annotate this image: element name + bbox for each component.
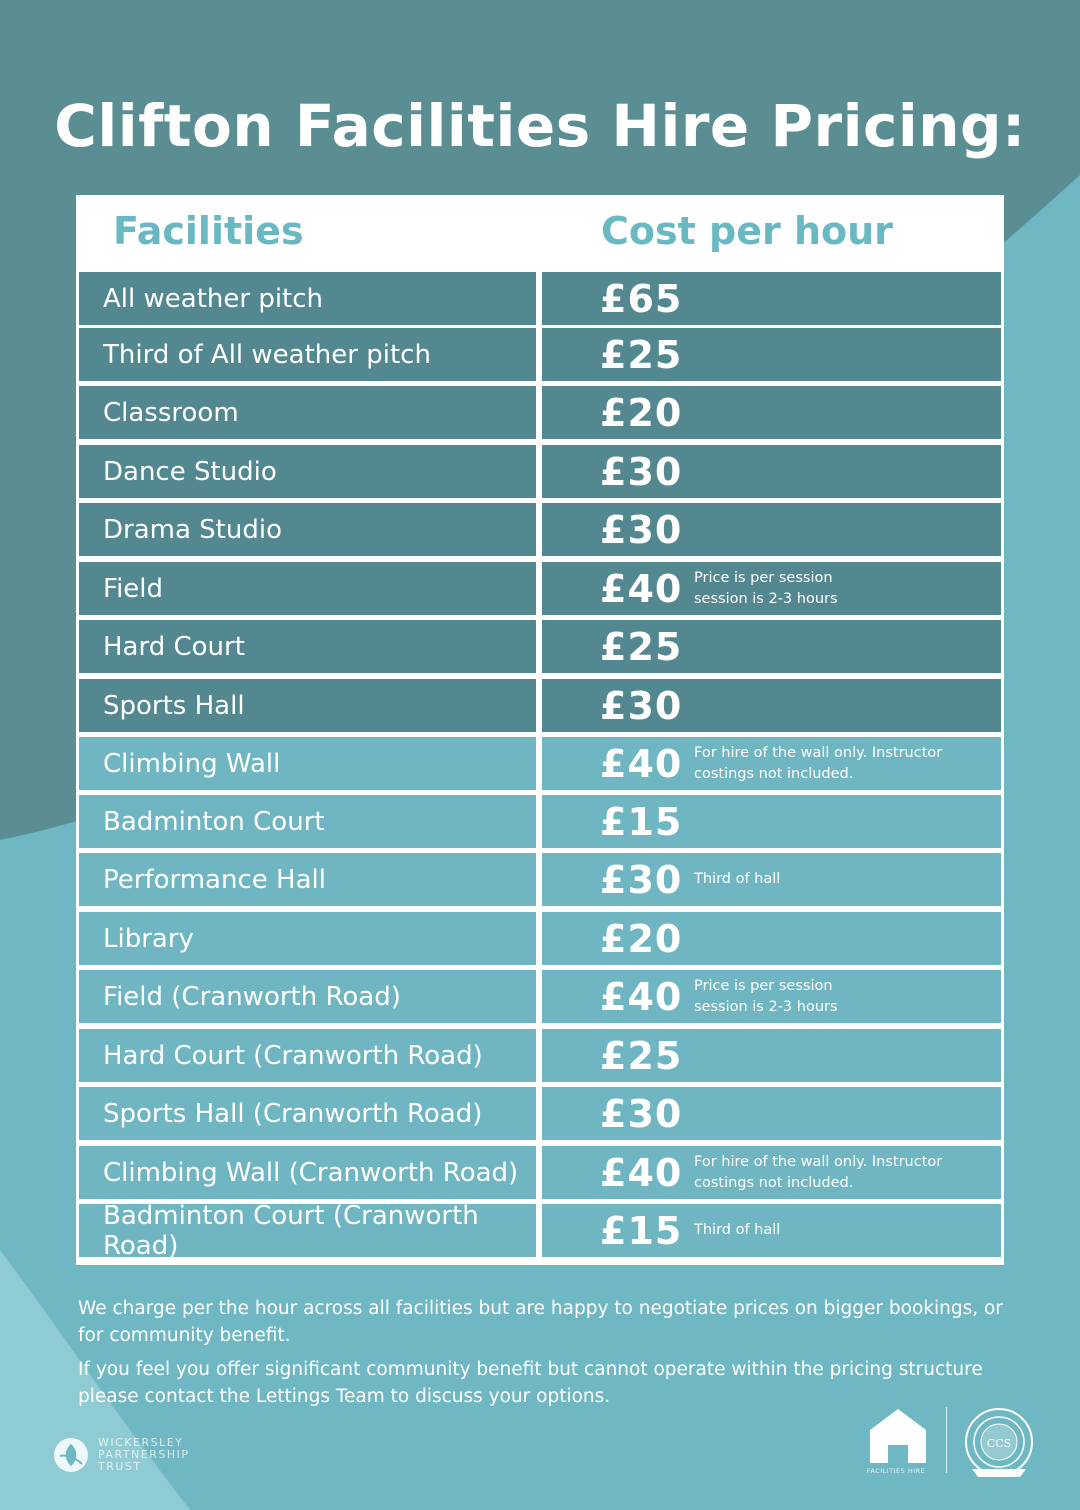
cost-cell <box>542 328 1001 381</box>
hourly-price: £40 <box>600 566 683 611</box>
hourly-price: £40 <box>600 974 683 1019</box>
hourly-price: £30 <box>600 683 683 728</box>
cost-column-header: Cost per hour <box>601 209 893 253</box>
hourly-price: £25 <box>600 332 683 377</box>
facilities-column-header: Facilities <box>113 209 304 253</box>
cost-cell <box>542 1029 1001 1082</box>
hourly-price: £30 <box>600 857 683 902</box>
cost-cell <box>542 272 1001 325</box>
facility-name: Field (Cranworth Road) <box>79 970 536 1023</box>
facility-name: Badminton Court <box>79 795 536 848</box>
price-note: Third of hall <box>694 1222 781 1238</box>
page-title: Clifton Facilities Hire Pricing: <box>54 92 1026 160</box>
facility-name: Third of All weather pitch <box>79 328 536 381</box>
table-row <box>79 445 1001 498</box>
cost-cell <box>542 620 1001 673</box>
facility-name: Climbing Wall (Cranworth Road) <box>79 1146 536 1199</box>
price-note: For hire of the wall only. Instructor costings not included. <box>694 744 943 782</box>
table-row <box>79 503 1001 556</box>
hourly-price: £30 <box>600 1091 683 1136</box>
hourly-price: £40 <box>600 741 683 786</box>
facilities-hire-label: FACILITIES HIRE <box>866 1467 926 1475</box>
facilities-hire-house-icon <box>865 1405 935 1475</box>
hourly-price: £15 <box>600 1208 683 1253</box>
footer-note-pricing: We charge per the hour across all facilities but are happy to negotiate prices on bigger bookings, or for community benefit. <box>78 1298 1003 1346</box>
table-row <box>79 272 1001 325</box>
table-row <box>79 853 1001 906</box>
hourly-price: £40 <box>600 1150 683 1195</box>
facility-name: Library <box>79 912 536 965</box>
price-note: For hire of the wall only. Instructor costings not included. <box>694 1153 943 1191</box>
facility-name: All weather pitch <box>79 272 536 325</box>
table-row <box>79 737 1001 790</box>
seal-initials: CCS <box>986 1437 1012 1450</box>
pricing-table <box>76 195 1004 1265</box>
facility-name: Sports Hall <box>79 679 536 732</box>
hourly-price: £25 <box>600 624 683 669</box>
table-row <box>79 562 1001 615</box>
table-header <box>76 195 1004 272</box>
facility-name: Sports Hall (Cranworth Road) <box>79 1087 536 1140</box>
table-row <box>79 328 1001 381</box>
trust-logo-icon <box>52 1436 90 1474</box>
cost-cell <box>542 795 1001 848</box>
cost-cell <box>542 503 1001 556</box>
trust-brand <box>52 1436 189 1474</box>
cost-cell <box>542 1204 1001 1257</box>
cost-cell <box>542 1146 1001 1199</box>
cost-cell <box>542 970 1001 1023</box>
cost-cell <box>542 912 1001 965</box>
hourly-price: £65 <box>600 276 683 321</box>
facility-name: Badminton Court (Cranworth Road) <box>79 1204 536 1257</box>
table-row <box>79 386 1001 439</box>
cost-cell <box>542 1087 1001 1140</box>
table-row <box>79 912 1001 965</box>
facility-name: Climbing Wall <box>79 737 536 790</box>
cost-cell <box>542 445 1001 498</box>
footer-note-community: If you feel you offer significant community benefit but cannot operate within the pricing structure please contact the Lettings Team to discuss your options. <box>78 1359 983 1407</box>
table-row <box>79 1200 1001 1261</box>
school-seal-icon <box>962 1407 1036 1481</box>
facility-name: Hard Court <box>79 620 536 673</box>
trust-name: WICKERSLEY PARTNERSHIP TRUST <box>98 1436 190 1473</box>
price-note: Third of hall <box>694 871 781 887</box>
table-row <box>79 620 1001 673</box>
table-row <box>79 795 1001 848</box>
cost-cell <box>542 562 1001 615</box>
table-row <box>79 1087 1001 1140</box>
hourly-price: £20 <box>600 390 683 435</box>
price-note: Price is per session session is 2-3 hours <box>694 569 838 607</box>
facility-name: Performance Hall <box>79 853 536 906</box>
hourly-price: £25 <box>600 1033 683 1078</box>
cost-cell <box>542 386 1001 439</box>
hourly-price: £15 <box>600 799 683 844</box>
table-row <box>79 679 1001 732</box>
table-row <box>79 1029 1001 1082</box>
hourly-price: £20 <box>600 916 683 961</box>
cost-cell <box>542 853 1001 906</box>
hourly-price: £30 <box>600 507 683 552</box>
hourly-price: £30 <box>600 449 683 494</box>
cost-cell <box>542 737 1001 790</box>
facility-name: Dance Studio <box>79 445 536 498</box>
price-note: Price is per session session is 2-3 hours <box>694 977 838 1015</box>
table-row <box>79 970 1001 1023</box>
facility-name: Classroom <box>79 386 536 439</box>
cost-cell <box>542 679 1001 732</box>
facility-name: Hard Court (Cranworth Road) <box>79 1029 536 1082</box>
logo-divider <box>946 1407 947 1473</box>
facility-name: Drama Studio <box>79 503 536 556</box>
table-row <box>79 1146 1001 1199</box>
facility-name: Field <box>79 562 536 615</box>
